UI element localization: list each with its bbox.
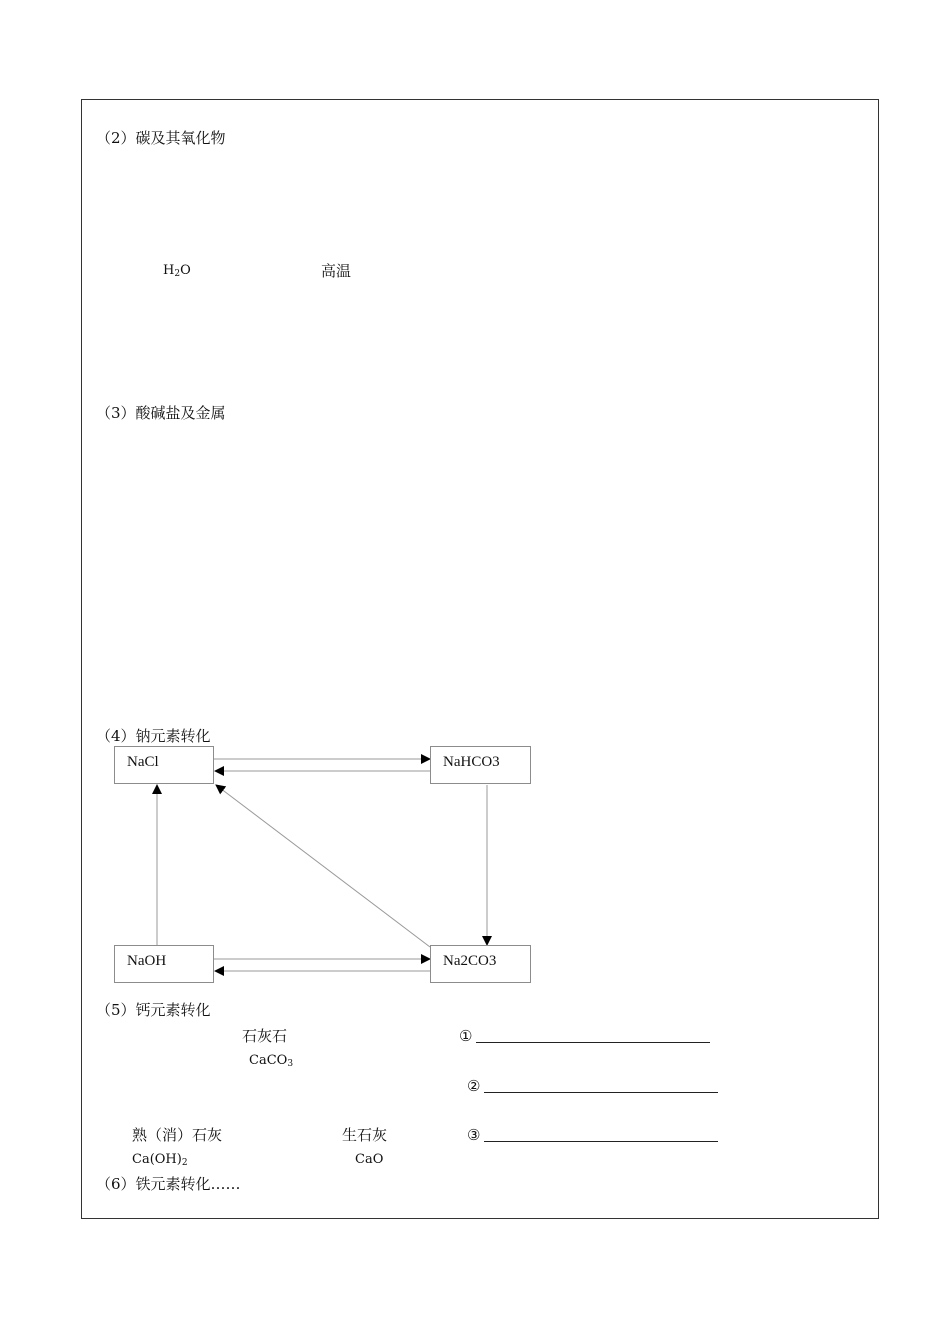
quicklime-formula: CaO: [355, 1152, 384, 1167]
section-4-title: （4）钠元素转化: [96, 727, 211, 745]
limestone-formula: CaCO$_3$: [249, 1053, 294, 1069]
quicklime-label: 生石灰: [342, 1126, 388, 1144]
high-temperature-label: 高温: [321, 262, 352, 280]
blank-2-line[interactable]: [484, 1092, 718, 1093]
na2co3-box: Na2CO3: [430, 945, 531, 983]
limestone-label: 石灰石: [242, 1027, 288, 1045]
blank-1-marker: ①: [459, 1027, 473, 1045]
section-5-title: （5）钙元素转化: [96, 1001, 211, 1019]
arrow-na2co3-to-nacl: [216, 785, 430, 947]
blank-3-line[interactable]: [484, 1141, 718, 1142]
section-3-title: （3）酸碱盐及金属: [96, 404, 226, 422]
naoh-box: NaOH: [114, 945, 214, 983]
blank-2-marker: ②: [467, 1077, 481, 1095]
nahco3-box: NaHCO3: [430, 746, 531, 784]
slaked-lime-formula: $Ca(OH)_2$: [132, 1152, 188, 1168]
blank-3-marker: ③: [467, 1126, 481, 1144]
nacl-box: NaCl: [114, 746, 214, 784]
slaked-lime-label: 熟（消）石灰: [132, 1126, 223, 1144]
blank-1-line[interactable]: [476, 1042, 710, 1043]
section-6-title: （6）铁元素转化……: [96, 1175, 241, 1193]
section-2-title: （2）碳及其氧化物: [96, 129, 226, 147]
water-formula: $H_2O$: [163, 263, 191, 279]
